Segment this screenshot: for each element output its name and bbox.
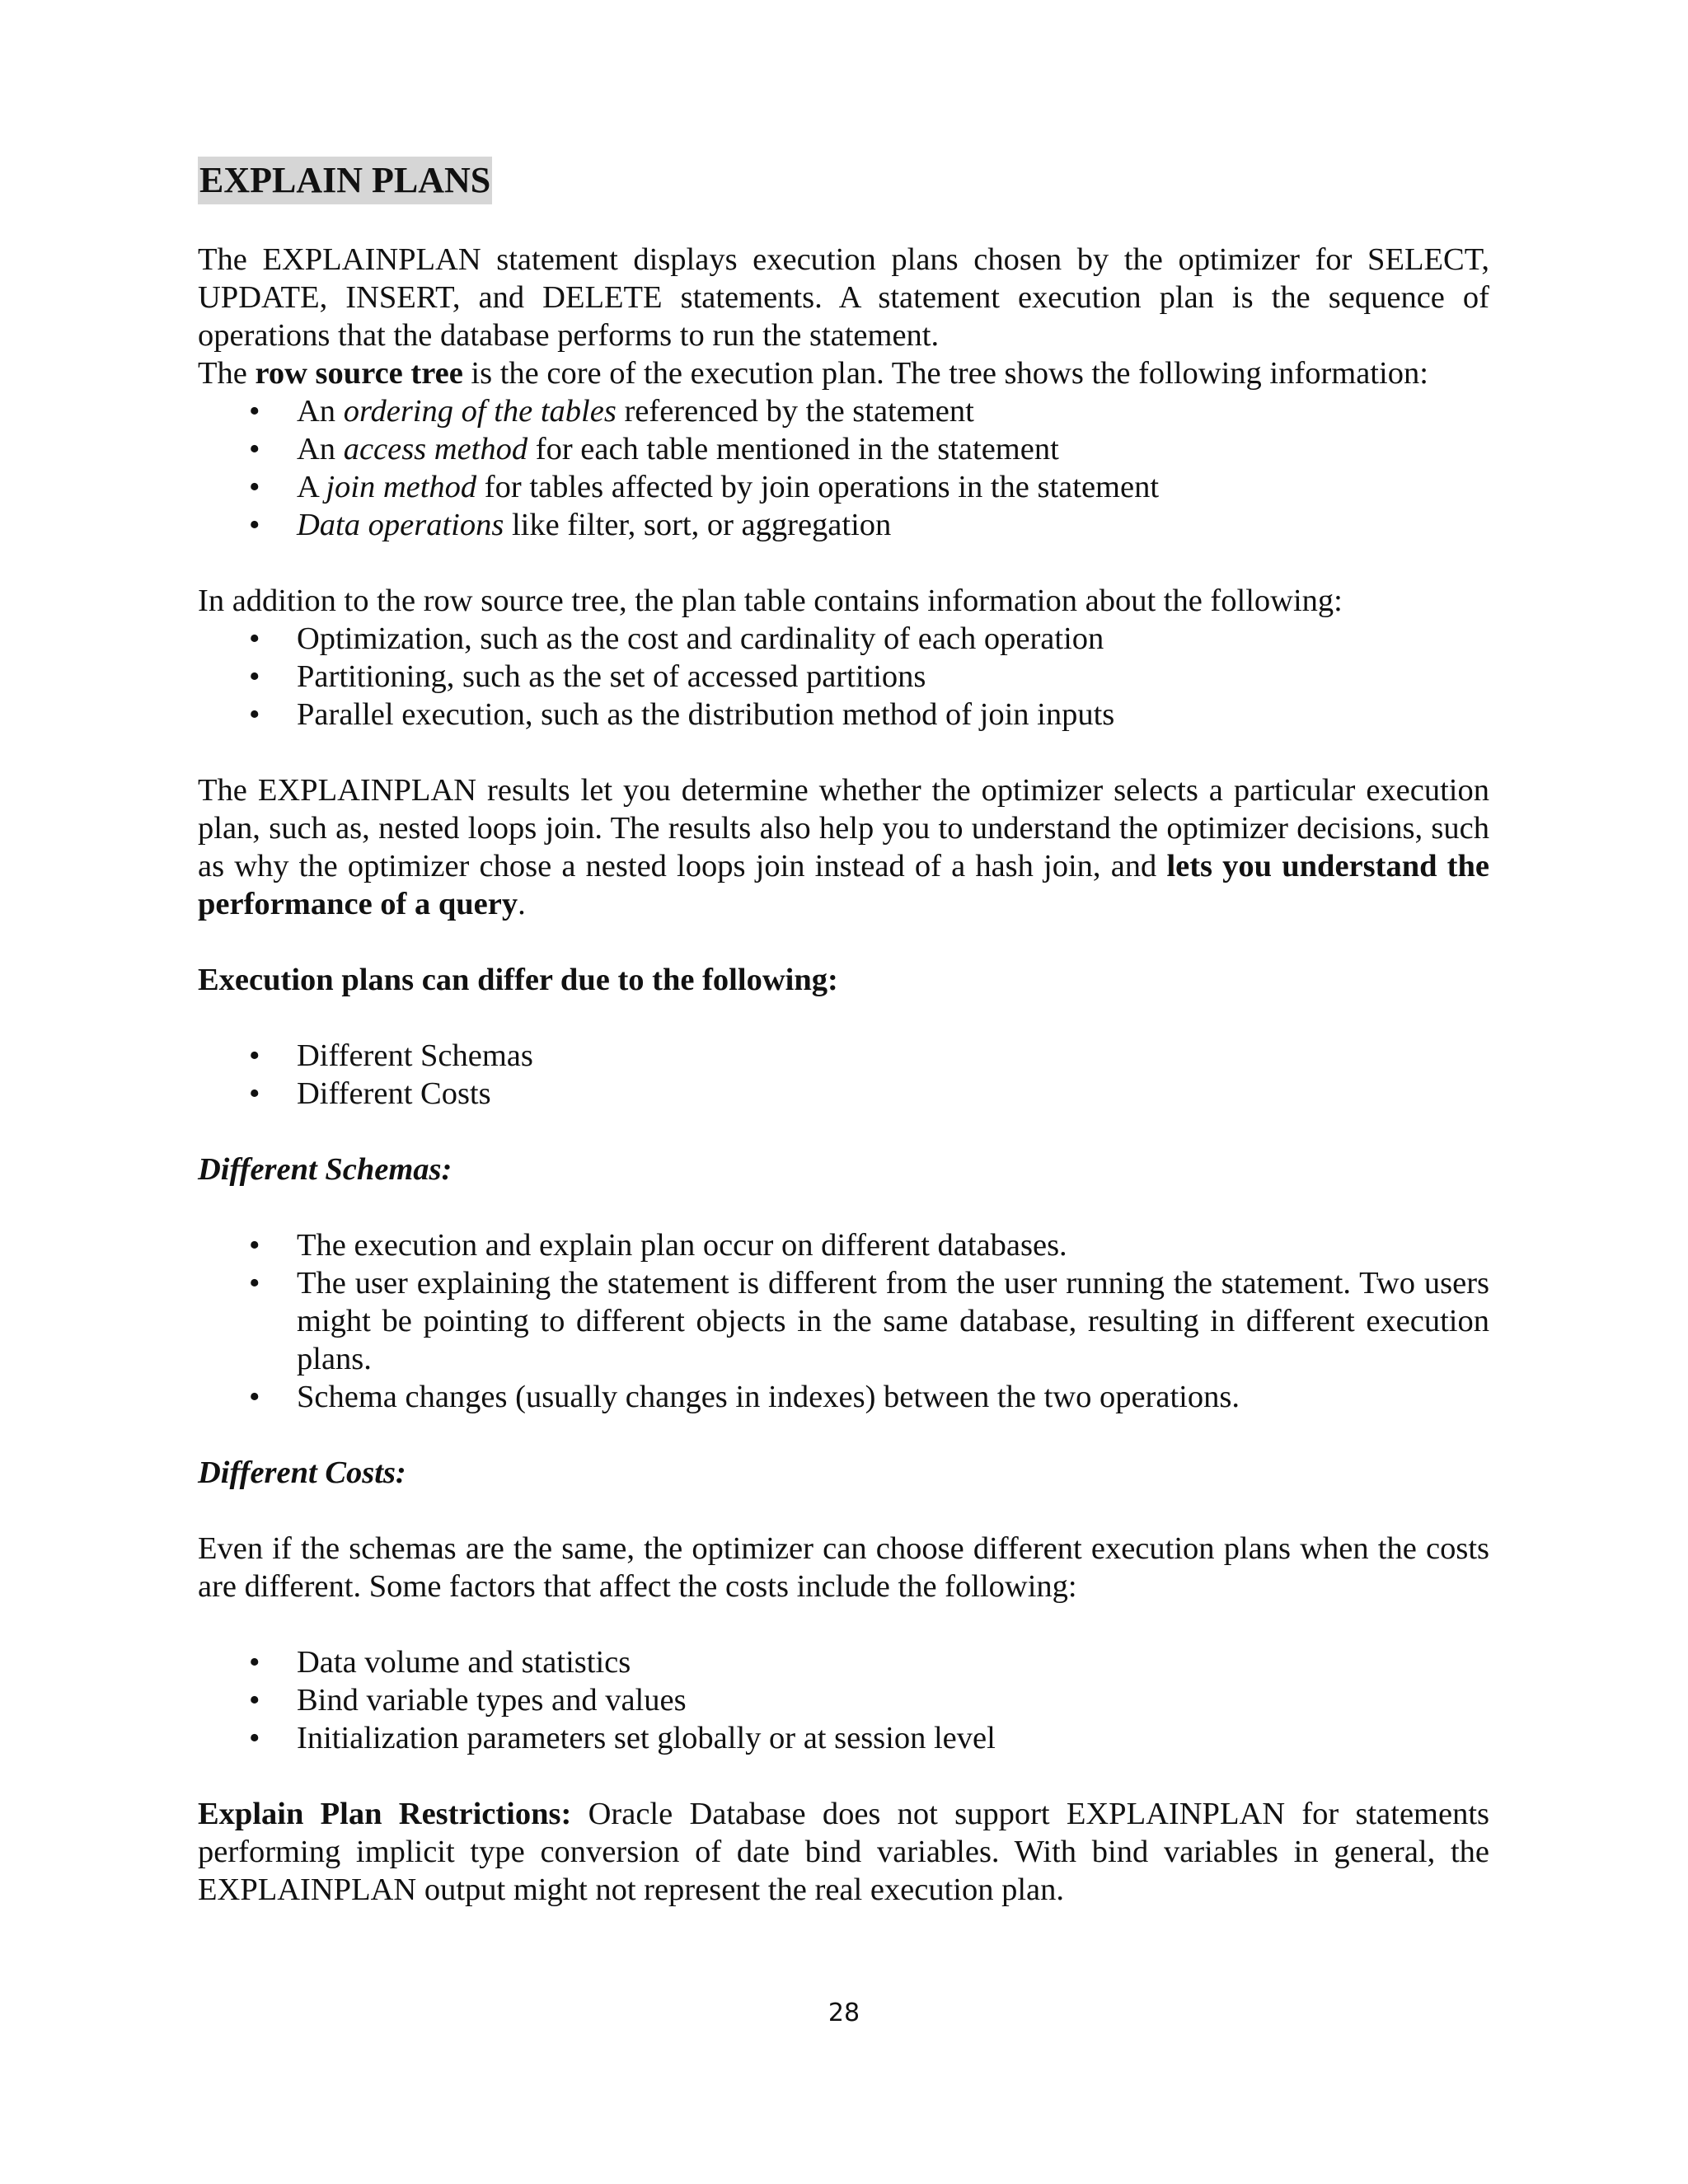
list-item: • Initialization parameters set globally or at session level <box>249 1721 996 1755</box>
bullet-icon: • <box>249 1038 260 1073</box>
list-item: • An access method for each table mentioned in the statement <box>249 432 1059 466</box>
list-item: • Parallel execution, such as the distribution method of join inputs <box>249 697 1115 732</box>
list-item: • Different Costs <box>249 1076 491 1111</box>
bullet-icon: • <box>249 1266 260 1301</box>
list-item: • Data volume and statistics <box>249 1645 631 1680</box>
list-item: • A join method for tables affected by join operations in the statement <box>249 470 1160 504</box>
schemas-heading: Different Schemas: <box>198 1152 452 1187</box>
costs-heading: Different Costs: <box>198 1455 406 1490</box>
results-emphasis: lets you understand the performance of a query <box>198 849 1489 921</box>
bullet-icon: • <box>249 508 260 542</box>
bullet-icon: • <box>249 1645 260 1680</box>
bullet-icon: • <box>249 1228 260 1263</box>
bullet-icon: • <box>249 1076 260 1111</box>
list-item: • Different Schemas <box>249 1038 533 1073</box>
bullet-icon: • <box>249 394 260 429</box>
list-item: • The user explaining the statement is different from the user running the statement. Two users might be pointing to different objects in the same database, resulting in different execution plans. <box>249 1266 1489 1376</box>
page-number: 28 <box>828 1999 860 2027</box>
results-paragraph: The EXPLAINPLAN results let you determine whether the optimizer selects a particular execution plan, such as, nested loops join. The results also help you to understand the optimizer decisions, such as why the optimizer chose a nested loops join instead of a hash join, and lets you understand the performance of a query. <box>198 773 1489 921</box>
bullet-icon: • <box>249 432 260 466</box>
bullet-icon: • <box>249 621 260 656</box>
list-item: • The execution and explain plan occur on different databases. <box>249 1228 1067 1263</box>
list-item: • Data operations like filter, sort, or aggregation <box>249 508 892 542</box>
bullet-icon: • <box>249 1721 260 1755</box>
bullet-icon: • <box>249 470 260 504</box>
plan-table-paragraph: In addition to the row source tree, the plan table contains information about the following: <box>198 583 1343 618</box>
differ-heading: Execution plans can differ due to the following: <box>198 963 838 997</box>
costs-paragraph: Even if the schemas are the same, the optimizer can choose different execution plans when the costs are different. Some factors that affect the costs include the following: <box>198 1531 1489 1604</box>
list-item: • An ordering of the tables referenced by the statement <box>249 394 974 429</box>
intro-paragraph: The EXPLAINPLAN statement displays execution plans chosen by the optimizer for SELECT, UPDATE, INSERT, and DELETE statements. A statement execution plan is the sequence of operations that the database performs to run the statement. <box>198 242 1489 353</box>
list-item: • Schema changes (usually changes in indexes) between the two operations. <box>249 1380 1240 1414</box>
page-title: EXPLAIN PLANS <box>198 157 492 204</box>
bullet-icon: • <box>249 1683 260 1718</box>
row-source-tree-term: row source tree <box>255 356 463 391</box>
plan-table-list <box>198 620 1489 733</box>
costs-list <box>198 1643 1489 1757</box>
list-item: • Optimization, such as the cost and cardinality of each operation <box>249 621 1104 656</box>
bullet-icon: • <box>249 1380 260 1414</box>
differ-list <box>198 1037 1489 1113</box>
row-source-tree-paragraph: The row source tree is the core of the execution plan. The tree shows the following information: <box>198 356 1428 391</box>
list-item: • Partitioning, such as the set of accessed partitions <box>249 659 926 694</box>
list-item: • Bind variable types and values <box>249 1683 687 1718</box>
schemas-list <box>198 1226 1489 1416</box>
row-source-tree-list <box>198 392 1489 544</box>
restrictions-label: Explain Plan Restrictions: <box>198 1797 572 1831</box>
restrictions-paragraph: Explain Plan Restrictions: Oracle Database does not support EXPLAINPLAN for statements performing implicit type conversion of date bind variables. With bind variables in general, the EXPLAINPLAN output might not represent the real execution plan. <box>198 1797 1490 1907</box>
bullet-icon: • <box>249 697 260 732</box>
bullet-icon: • <box>249 659 260 694</box>
document-page <box>198 157 1489 1909</box>
